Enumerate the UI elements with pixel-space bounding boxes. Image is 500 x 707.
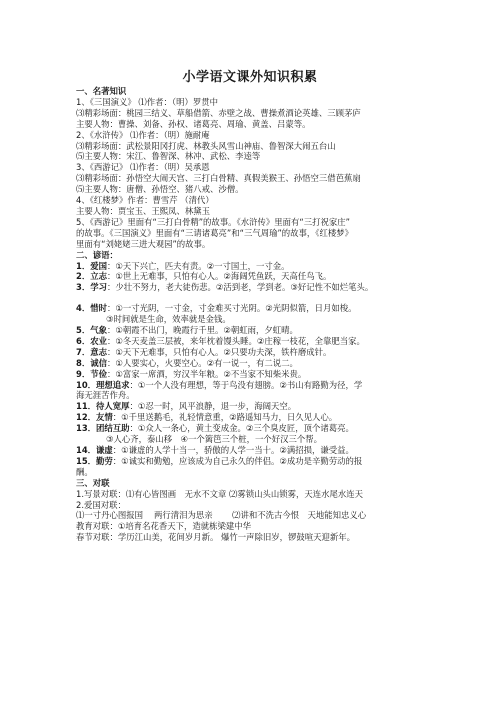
proverb-text: ：①天下无难事，只怕有心人。②只要功夫深，铁杵磨成针。 <box>106 346 332 357</box>
section-heading-couplets: 三、对联 <box>76 477 110 488</box>
couplets-block <box>76 489 448 544</box>
proverb-topic: 10．理想追求 <box>76 379 130 390</box>
proverb-text: ③时间就是生命，效率就是金钱。 <box>106 314 231 325</box>
proverb-line <box>76 434 448 445</box>
document-body <box>76 86 448 543</box>
classics-line: ⑶精彩场面：桃园三结义、草船借箭、赤壁之战、曹操煮酒论英雄、三顾茅庐 <box>76 107 361 118</box>
proverb-topic: 2．立志 <box>76 271 107 282</box>
proverb-topic: 7．意志 <box>76 346 107 357</box>
proverb-line <box>76 336 448 347</box>
proverb-text: ③人心齐，泰山移 ④一个篱笆三个桩，一个好汉三个帮。 <box>106 434 323 445</box>
proverb-topic: 15．勤劳 <box>76 455 113 466</box>
proverb-text: ：少壮不努力，老大徒伤悲。②活到老，学到老。③好记性不如烂笔头。 <box>106 282 374 293</box>
proverb-line <box>76 380 448 391</box>
proverb-line <box>76 347 448 358</box>
proverb-topic: 11．待人宽厚 <box>76 401 130 412</box>
proverbs-block-a <box>76 261 448 294</box>
proverb-text: ：①世上无难事，只怕有心人。②海阔凭鱼跃，天高任鸟飞。 <box>106 271 332 282</box>
proverb-line <box>76 412 448 423</box>
proverb-text: ：①忍一时，风平浪静，退一步，海阔天空。 <box>129 401 297 412</box>
proverb-text: ：①诚实和勤勉，应该成为自己永久的伴侣。②成功是辛勤劳动的报 <box>112 455 363 466</box>
classics-line: 2、《水浒传》 ⑴作者：（明）施耐庵 <box>76 129 210 140</box>
classics-line: 里面有“刘姥姥三进大观园”的故事。 <box>76 238 211 249</box>
proverb-topic: 6．农业 <box>76 335 107 346</box>
proverb-line <box>76 369 448 380</box>
classics-line: 3、《西游记》 ⑴作者：（明）吴承恩 <box>76 162 210 173</box>
proverb-text: 酬。 <box>76 466 93 477</box>
proverb-text: 海无涯苦作舟。 <box>76 390 135 401</box>
proverb-line <box>76 314 448 325</box>
proverb-line <box>76 271 448 282</box>
proverb-topic: 14．谦虚 <box>76 445 113 455</box>
proverb-line <box>76 401 448 412</box>
proverb-text: ：①天下兴亡，匹夫有责。②一寸国土，一寸金。 <box>106 260 290 271</box>
proverb-topic: 5．气象 <box>76 325 107 336</box>
proverb-text: ：①人要实心，火要空心。②有一说一，有二说二。 <box>106 357 298 368</box>
proverb-text: ：①众人一条心，黄土变成金。②三个臭皮匠，顶个诸葛亮。 <box>129 423 354 434</box>
proverb-topic: 8．诚信 <box>76 357 107 368</box>
proverb-text: ：①千里送鹅毛，礼轻情意重，②路遥知马力，日久见人心。 <box>112 412 338 423</box>
classics-line: ⑶精彩场面：孙悟空大闹天宫、三打白骨精、真假美猴王、孙悟空三借芭蕉扇 <box>76 173 361 184</box>
couplet-line: 春节对联：学历江山美，花间岁月新。 爆竹一声除旧岁，锣鼓喧天迎新年。 <box>76 532 356 543</box>
proverb-topic: 13．团结互助 <box>76 423 130 434</box>
section-heading-classics: 一、名著知识 <box>76 86 127 96</box>
proverb-line <box>76 261 448 272</box>
proverb-topic: 4．惜时 <box>76 303 107 314</box>
section-heading-proverbs: 二、谚语： <box>76 249 118 260</box>
proverb-text: ：①一寸光阴，一寸金，寸金难买寸光阴。②光阴似箭，日月如梭。 <box>106 303 357 314</box>
proverb-text: ：①冬天麦盖三层被，来年枕着馒头睡。②庄稼一枝花，全靠肥当家。 <box>106 335 365 346</box>
proverb-line <box>76 325 448 336</box>
proverb-line <box>76 303 448 314</box>
couplet-line: 2.爱国对联： <box>76 499 126 510</box>
couplet-line: 教育对联：①培育名花香天下，造就栋梁建中华 <box>76 521 252 532</box>
proverb-topic: 12．友情 <box>76 412 113 423</box>
proverb-text: ：①谦虚的人学十当一，骄傲的人学一当十。②满招损，谦受益。 <box>112 445 354 455</box>
classics-line: 的故事。《三国演义》里面有“三请诸葛亮”和“三气周瑜”的故事，《红楼梦》 <box>76 227 353 238</box>
classics-line: 1、《三国演义》 ⑴作者：（明）罗贯中 <box>76 96 218 107</box>
proverb-line <box>76 282 448 293</box>
proverb-topic: 3．学习 <box>76 282 107 293</box>
spacer <box>76 293 448 303</box>
classics-line: ⑸主要人物：唐僧、孙悟空、猪八戒、沙僧。 <box>76 184 244 195</box>
proverb-line <box>76 445 448 456</box>
couplet-line: ⑴一寸丹心图报国 两行清泪为思亲 ⑵讲和不洗古今恨 天地能知忠义心 <box>76 510 367 521</box>
proverb-topic: 9．节俭 <box>76 368 107 379</box>
proverb-text: ：①朝霞不出门，晚霞行千里。②朝虹雨，夕虹晴。 <box>106 325 298 336</box>
classics-line: 4、《红楼梦》作者：曹雪芹 （清代） <box>76 195 214 206</box>
classics-line: ⑶精彩场面：武松景阳冈打虎、林教头风雪山神庙、鲁智深大闹五台山 <box>76 140 336 151</box>
classics-line: ⑸主要人物：宋江、鲁智深、林冲、武松、李逵等 <box>76 151 261 162</box>
classics-line: 主要人物：曹操、刘备、孙权、诸葛亮、周瑜、黄盖、吕蒙等。 <box>76 118 311 129</box>
proverb-topic: 1．爱国 <box>76 260 107 271</box>
couplet-line: 1.写景对联：⑴有心皆图画 无水不文章 ⑵雾锁山头山锁雾，天连水尾水连天 <box>76 488 364 499</box>
proverb-line <box>76 358 448 369</box>
classics-line: 5、《西游记》里面有“三打白骨精”的故事。《水浒传》里面有“三打祝家庄” <box>76 216 350 227</box>
proverbs-block-b <box>76 303 448 478</box>
proverb-text: ：①一个人没有理想，等于鸟没有翅膀。②书山有路勤为径，学 <box>129 379 363 390</box>
page-title: 小学语文课外知识积累 <box>182 70 318 85</box>
proverb-line <box>76 467 448 478</box>
proverb-line <box>76 423 448 434</box>
proverb-line <box>76 390 448 401</box>
proverb-text: ：①富家一席酒，穷汉半年粮。②不当家不知柴米贵。 <box>106 368 307 379</box>
classics-block <box>76 97 448 250</box>
classics-line: 主要人物：贾宝玉、王熙凤、林黛玉 <box>76 205 210 216</box>
proverb-line <box>76 456 448 467</box>
